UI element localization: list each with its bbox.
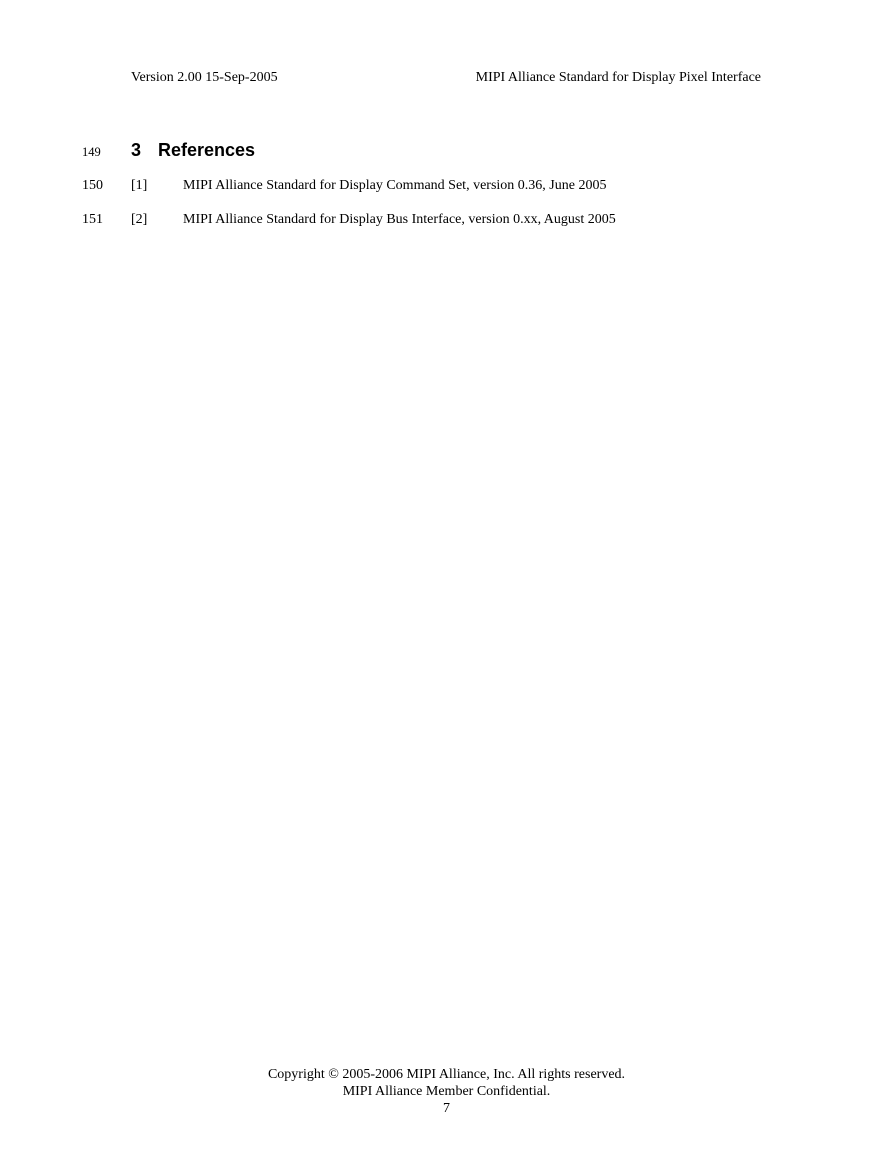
document-title-header: MIPI Alliance Standard for Display Pixel Interface bbox=[475, 70, 761, 85]
copyright-notice: Copyright © 2005-2006 MIPI Alliance, Inc. All rights reserved. bbox=[267, 1067, 626, 1082]
reference-text: MIPI Alliance Standard for Display Bus Interface, version 0.xx, August 2005 bbox=[183, 212, 616, 227]
line-number-150: 150 bbox=[82, 178, 103, 193]
reference-text: MIPI Alliance Standard for Display Command Set, version 0.36, June 2005 bbox=[183, 178, 607, 193]
section-title: References bbox=[158, 140, 256, 160]
document-version-date: Version 2.00 15-Sep-2005 bbox=[131, 70, 278, 85]
line-number-151: 151 bbox=[82, 212, 103, 227]
page-footer bbox=[0, 1066, 893, 1117]
reference-item-2 bbox=[131, 211, 616, 229]
page-number: 7 bbox=[443, 1101, 450, 1116]
reference-marker: [1] bbox=[131, 178, 148, 193]
references-section-heading bbox=[131, 139, 255, 161]
reference-marker: [2] bbox=[131, 212, 148, 227]
line-number-149: 149 bbox=[82, 145, 101, 159]
confidentiality-notice: MIPI Alliance Member Confidential. bbox=[342, 1084, 551, 1099]
reference-item-1 bbox=[131, 177, 606, 195]
section-number: 3 bbox=[131, 140, 142, 160]
